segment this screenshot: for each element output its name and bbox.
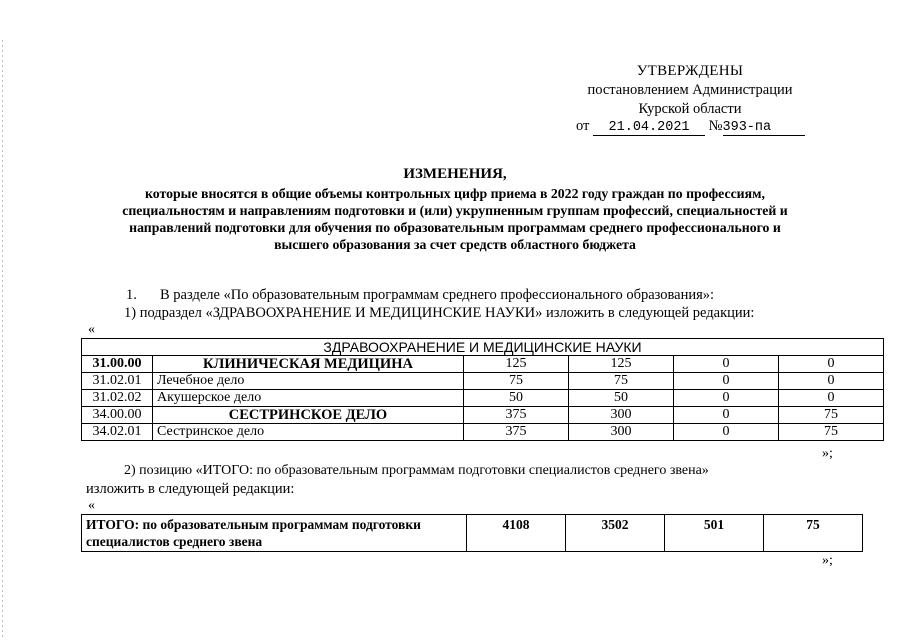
row-value-2: 125 — [569, 356, 674, 373]
total-label-line-1: ИТОГО: по образовательным программам подготовки — [86, 517, 421, 532]
row-code: 34.02.01 — [82, 424, 153, 441]
row-value-2: 300 — [569, 424, 674, 441]
row-value-3: 0 — [674, 373, 779, 390]
row-code: 34.00.00 — [82, 407, 153, 424]
approval-line-1: постановлением Администрации — [587, 82, 793, 98]
row-value-3: 0 — [674, 424, 779, 441]
row-value-1: 375 — [464, 407, 569, 424]
table-row — [82, 424, 884, 441]
row-value-2: 75 — [569, 373, 674, 390]
total-label-line-2: специалистов среднего звена — [86, 534, 263, 549]
row-name: Акушерское дело — [153, 390, 464, 407]
open-quote-2: « — [88, 498, 95, 513]
row-value-2: 300 — [569, 407, 674, 424]
row-value-1: 375 — [464, 424, 569, 441]
row-name: СЕСТРИНСКОЕ ДЕЛО — [153, 407, 464, 424]
health-sciences-table — [81, 338, 884, 441]
approval-block — [560, 62, 820, 119]
total-value-4: 75 — [764, 515, 863, 552]
row-value-4: 0 — [779, 390, 884, 407]
table-row — [82, 390, 884, 407]
close-quote-1: »; — [822, 446, 833, 461]
row-name: Сестринское дело — [153, 424, 464, 441]
paragraph-2-line-1: 2) позицию «ИТОГО: по образовательным программам подготовки специалистов среднего звена» — [124, 463, 709, 478]
row-code: 31.02.02 — [82, 390, 153, 407]
total-value-1: 4108 — [467, 515, 566, 552]
paragraph-1-text: В разделе «По образовательным программам среднего профессионального образования»: — [160, 287, 715, 303]
total-label — [82, 515, 467, 552]
approval-date-line — [576, 118, 805, 136]
row-code: 31.02.01 — [82, 373, 153, 390]
paragraph-2-line-2: изложить в следующей редакции: — [86, 481, 295, 497]
date-prefix: от — [576, 118, 590, 134]
row-value-3: 0 — [674, 407, 779, 424]
row-value-2: 50 — [569, 390, 674, 407]
heading-subtitle-line-4: высшего образования за счет средств областного бюджета — [274, 237, 636, 252]
paragraph-1-number: 1. — [126, 287, 137, 303]
table-row — [82, 356, 884, 373]
number-prefix: № — [708, 118, 723, 134]
row-value-4: 0 — [779, 356, 884, 373]
table-row — [82, 407, 884, 424]
row-code: 31.00.00 — [82, 356, 153, 373]
heading-title: ИЗМЕНЕНИЯ, — [403, 166, 507, 182]
page-edge-scan-artifact — [2, 40, 3, 640]
row-name: Лечебное дело — [153, 373, 464, 390]
approval-date: 21.04.2021 — [593, 120, 705, 136]
row-name: КЛИНИЧЕСКАЯ МЕДИЦИНА — [153, 356, 464, 373]
table-row — [82, 515, 863, 552]
heading-subtitle-line-3: направлений подготовки для обучения по образовательным программам среднего профессионального и — [129, 220, 781, 235]
row-value-3: 0 — [674, 390, 779, 407]
table-header-row — [82, 339, 884, 356]
row-value-3: 0 — [674, 356, 779, 373]
row-value-1: 50 — [464, 390, 569, 407]
total-value-3: 501 — [665, 515, 764, 552]
heading-subtitle-line-2: специальностям и направлениям подготовки и (или) укрупненным группам профессий, специальностей и — [122, 203, 788, 218]
total-value-2: 3502 — [566, 515, 665, 552]
approval-number: 393-па — [723, 120, 805, 136]
approval-line-2: Курской области — [638, 101, 742, 117]
total-table — [81, 514, 863, 552]
table-row — [82, 373, 884, 390]
row-value-1: 125 — [464, 356, 569, 373]
open-quote-1: « — [88, 322, 95, 337]
row-value-4: 0 — [779, 373, 884, 390]
row-value-4: 75 — [779, 424, 884, 441]
row-value-1: 75 — [464, 373, 569, 390]
heading-subtitle-line-1: которые вносятся в общие объемы контрольных цифр приема в 2022 году граждан по профессиям, — [145, 186, 765, 201]
close-quote-2: »; — [822, 553, 833, 568]
document-heading — [60, 166, 850, 253]
row-value-4: 75 — [779, 407, 884, 424]
table-header: ЗДРАВООХРАНЕНИЕ И МЕДИЦИНСКИЕ НАУКИ — [82, 339, 884, 356]
approval-title: УТВЕРЖДЕНЫ — [636, 63, 744, 79]
paragraph-1-subitem: 1) подраздел «ЗДРАВООХРАНЕНИЕ И МЕДИЦИНСКИЕ НАУКИ» изложить в следующей редакции: — [124, 305, 755, 321]
